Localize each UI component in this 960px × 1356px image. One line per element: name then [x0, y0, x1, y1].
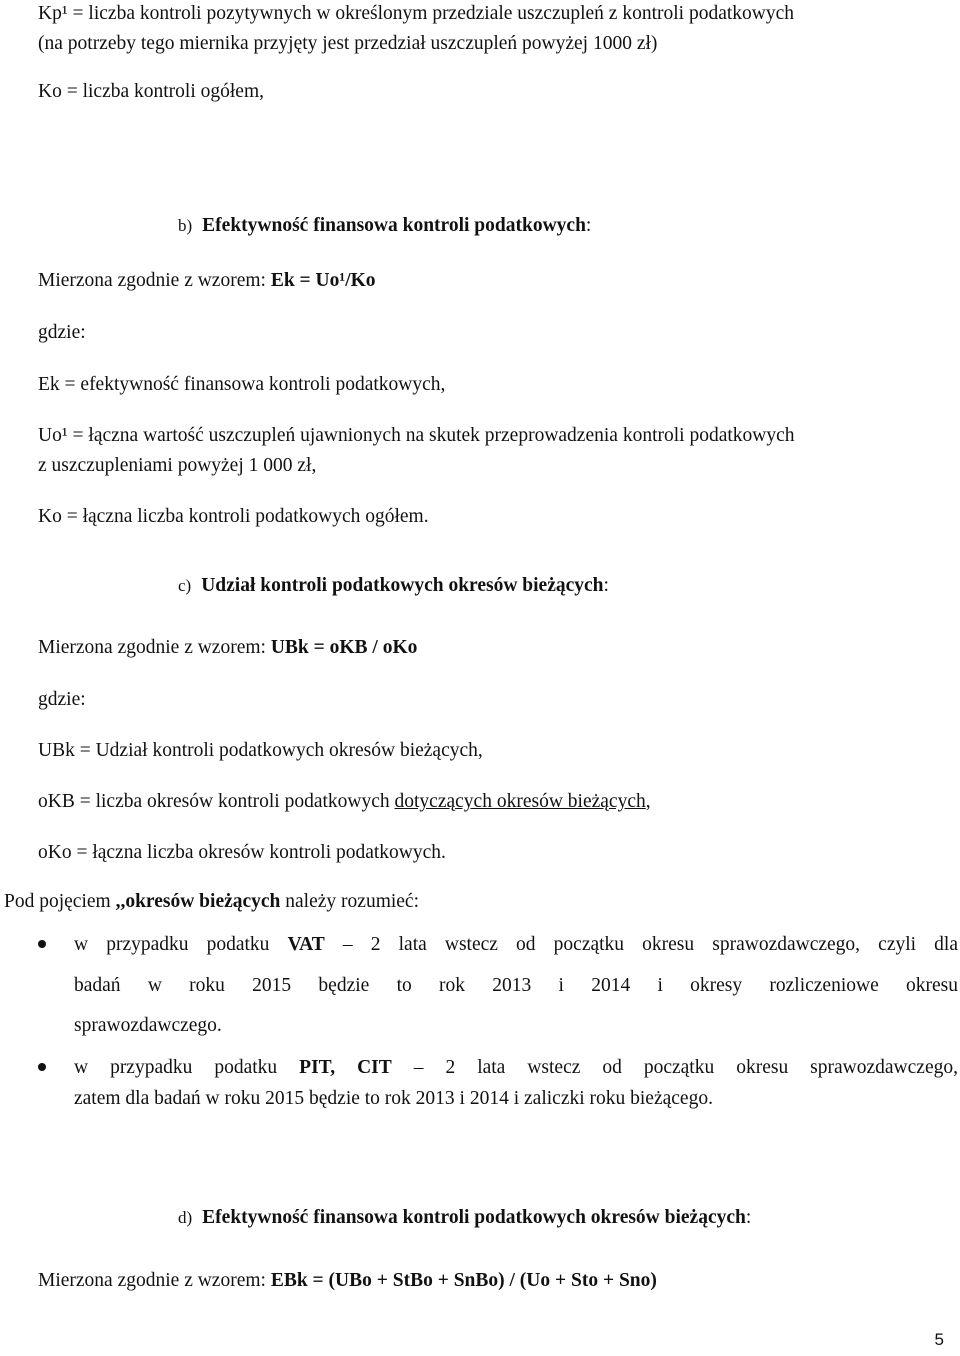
section-b-letter: b)	[178, 216, 193, 235]
bullet-pit-cit-icon	[38, 1063, 46, 1071]
section-d-colon: :	[745, 1207, 752, 1228]
section-b-heading	[178, 216, 591, 236]
def-okb-suffix: ,	[645, 791, 651, 812]
def-uo-line1: Uo¹ = łączna wartość uszczupleń ujawnionych na skutek przeprowadzenia kontroli podatkowych	[38, 425, 795, 446]
section-b-formula-line	[38, 271, 376, 291]
ko-definition: Ko = liczba kontroli ogółem,	[38, 81, 264, 102]
def-oko: oKo = łączna liczba okresów kontroli podatkowych.	[38, 842, 446, 863]
current-periods-intro	[4, 892, 419, 912]
def-okb	[38, 792, 651, 812]
def-okb-underlined: dotyczących okresów bieżących	[394, 791, 646, 812]
bullet-vat-tax: VAT	[287, 934, 325, 955]
section-d-measured-label: Mierzona zgodnie z wzorem:	[38, 1270, 271, 1291]
section-b-measured-label: Mierzona zgodnie z wzorem:	[38, 270, 271, 291]
bullet-pit-cit-pre: w przypadku podatku	[74, 1057, 300, 1078]
section-c-title: Udział kontroli podatkowych okresów bieżących	[201, 575, 604, 596]
bullet-vat-post: – 2 lata wstecz od początku okresu sprawozdawczego, czyli dla	[324, 934, 959, 955]
section-b-formula: Ek = Uo¹/Ko	[270, 270, 376, 291]
section-c-heading	[178, 576, 609, 596]
def-okb-prefix: oKB = liczba okresów kontroli podatkowych	[38, 791, 395, 812]
section-c-colon: :	[603, 575, 609, 596]
section-c-measured-label: Mierzona zgodnie z wzorem:	[38, 637, 271, 658]
bullet-vat-line1	[74, 935, 958, 955]
section-d-title: Efektywność finansowa kontroli podatkowych okresów bieżących	[202, 1207, 746, 1228]
section-b-colon: :	[585, 215, 592, 236]
bullet-pit-cit-post: – 2 lata wstecz od początku okresu sprawozdawczego,	[391, 1057, 958, 1078]
kp-definition-line1: Kp¹ = liczba kontroli pozytywnych w określonym przedziale uszczupleń z kontroli podatkowych	[38, 3, 795, 24]
section-d-formula-line	[38, 1271, 657, 1291]
section-c-where: gdzie:	[38, 689, 86, 710]
section-d-letter: d)	[178, 1208, 193, 1227]
bullet-vat-line3: sprawozdawczego.	[74, 1015, 222, 1036]
current-periods-term: ,,okresów bieżących	[115, 891, 281, 912]
section-b-title: Efektywność finansowa kontroli podatkowych	[202, 215, 586, 236]
bullet-pit-cit-tax: PIT, CIT	[299, 1057, 392, 1078]
section-c-formula-line	[38, 638, 417, 658]
bullet-vat-icon	[38, 940, 46, 948]
def-ubk: UBk = Udział kontroli podatkowych okresów bieżących,	[38, 740, 483, 761]
bullet-pit-cit-line2: zatem dla badań w roku 2015 będzie to rok 2013 i 2014 i zaliczki roku bieżącego.	[74, 1088, 713, 1109]
def-ek: Ek = efektywność finansowa kontroli podatkowych,	[38, 374, 446, 395]
section-c-letter: c)	[178, 576, 192, 595]
kp-definition-line2: (na potrzeby tego miernika przyjęty jest przedział uszczupleń powyżej 1000 zł)	[38, 33, 658, 54]
def-uo-line2: z uszczupleniami powyżej 1 000 zł,	[38, 455, 317, 476]
current-periods-suffix: należy rozumieć:	[280, 891, 420, 912]
section-d-formula: EBk = (UBo + StBo + SnBo) / (Uo + Sto + Sno)	[270, 1270, 657, 1291]
section-d-heading	[178, 1208, 751, 1228]
current-periods-prefix: Pod pojęciem	[4, 891, 116, 912]
def-ko: Ko = łączna liczba kontroli podatkowych ogółem.	[38, 506, 429, 527]
section-b-where: gdzie:	[38, 322, 86, 343]
page-number: 5	[934, 1330, 944, 1349]
bullet-vat-pre: w przypadku podatku	[74, 934, 288, 955]
bullet-vat-line2: badań w roku 2015 będzie to rok 2013 i 2014 i okresy rozliczeniowe okresu	[74, 975, 958, 996]
bullet-pit-cit-line1	[74, 1058, 958, 1078]
section-c-formula: UBk = oKB / oKo	[270, 637, 418, 658]
